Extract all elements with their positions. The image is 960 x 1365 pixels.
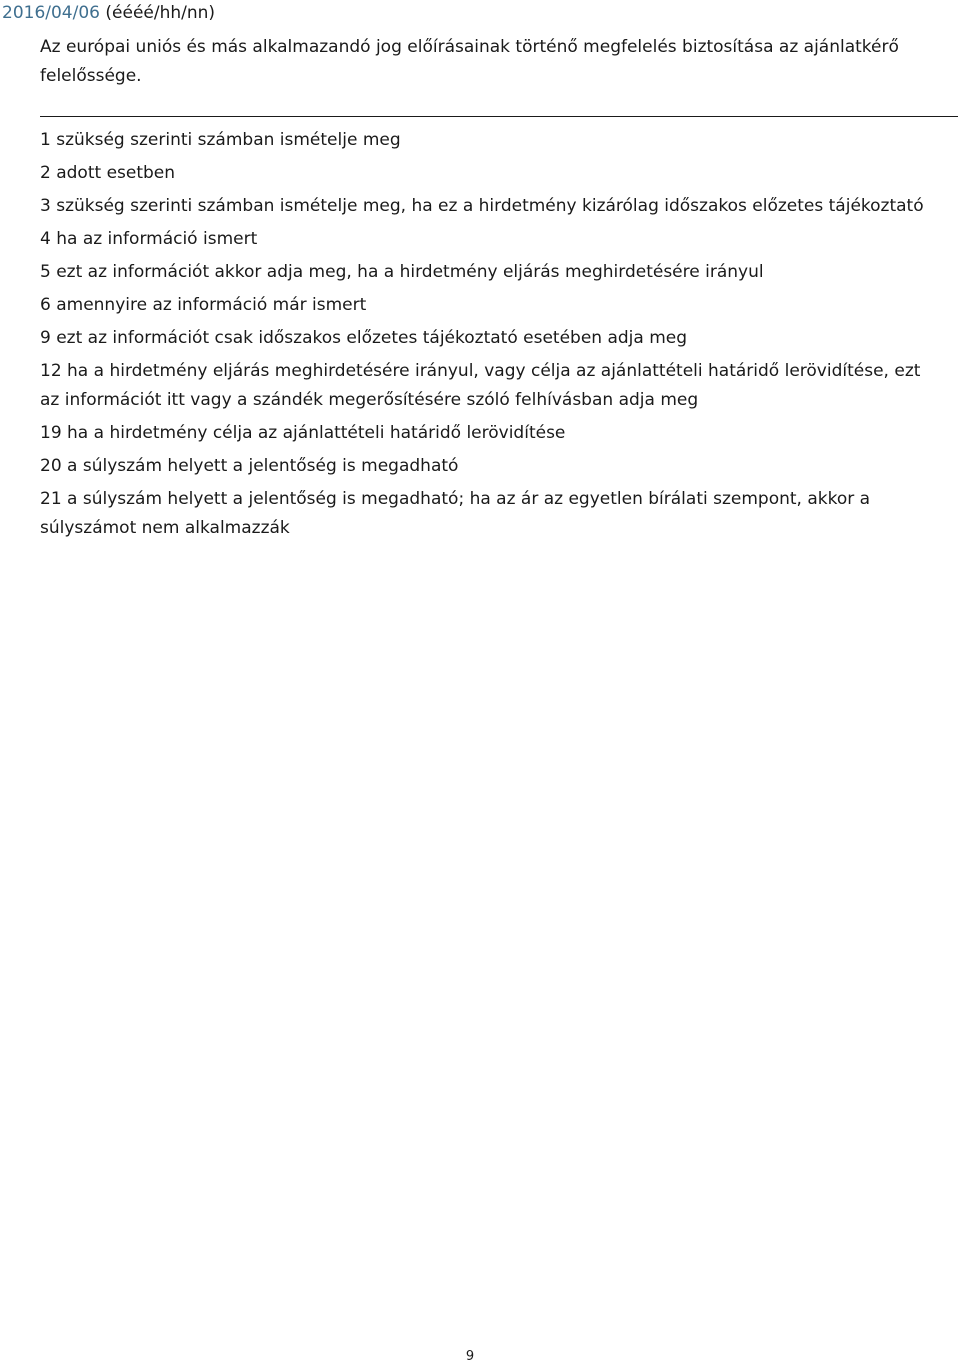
footnote-2: 2 adott esetben [40,163,176,183]
footnote-21: 21 a súlyszám helyett a jelentőség is megadható; ha az ár az egyetlen bírálati szempont, akkor a súlyszámot nem alkalmazzák [40,489,871,538]
footnote-separator [40,116,958,117]
footnote-6: 6 amennyire az információ már ismert [40,295,367,315]
header-date-format: (éééé/hh/nn) [105,3,216,23]
page-number: 9 [465,1349,475,1364]
footnote-12: 12 ha a hirdetmény eljárás meghirdetésére irányul, vagy célja az ajánlattételi határidő lerövidítése, ezt az információt itt vagy a szándék megerősítésére szóló felhívásban adja meg [40,361,921,410]
footnote-5: 5 ezt az információt akkor adja meg, ha a hirdetmény eljárás meghirdetésére irányul [40,262,764,282]
footnote-20: 20 a súlyszám helyett a jelentőség is megadható [40,456,459,476]
footnote-3: 3 szükség szerinti számban ismételje meg, ha ez a hirdetmény kizárólag időszakos előzetes tájékoztató [40,196,924,216]
footnote-4: 4 ha az információ ismert [40,229,258,249]
footnote-19: 19 ha a hirdetmény célja az ajánlattételi határidő lerövidítése [40,423,566,443]
footnote-1: 1 szükség szerinti számban ismételje meg [40,130,401,150]
intro-paragraph: Az európai uniós és más alkalmazandó jog előírásainak történő megfelelés biztosítása az ajánlatkérő felelőssége. [40,37,899,86]
document-header [2,2,215,24]
footnote-list [40,126,940,547]
header-date: 2016/04/06 [2,3,100,23]
footnote-9: 9 ezt az információt csak időszakos előzetes tájékoztató esetében adja meg [40,328,688,348]
